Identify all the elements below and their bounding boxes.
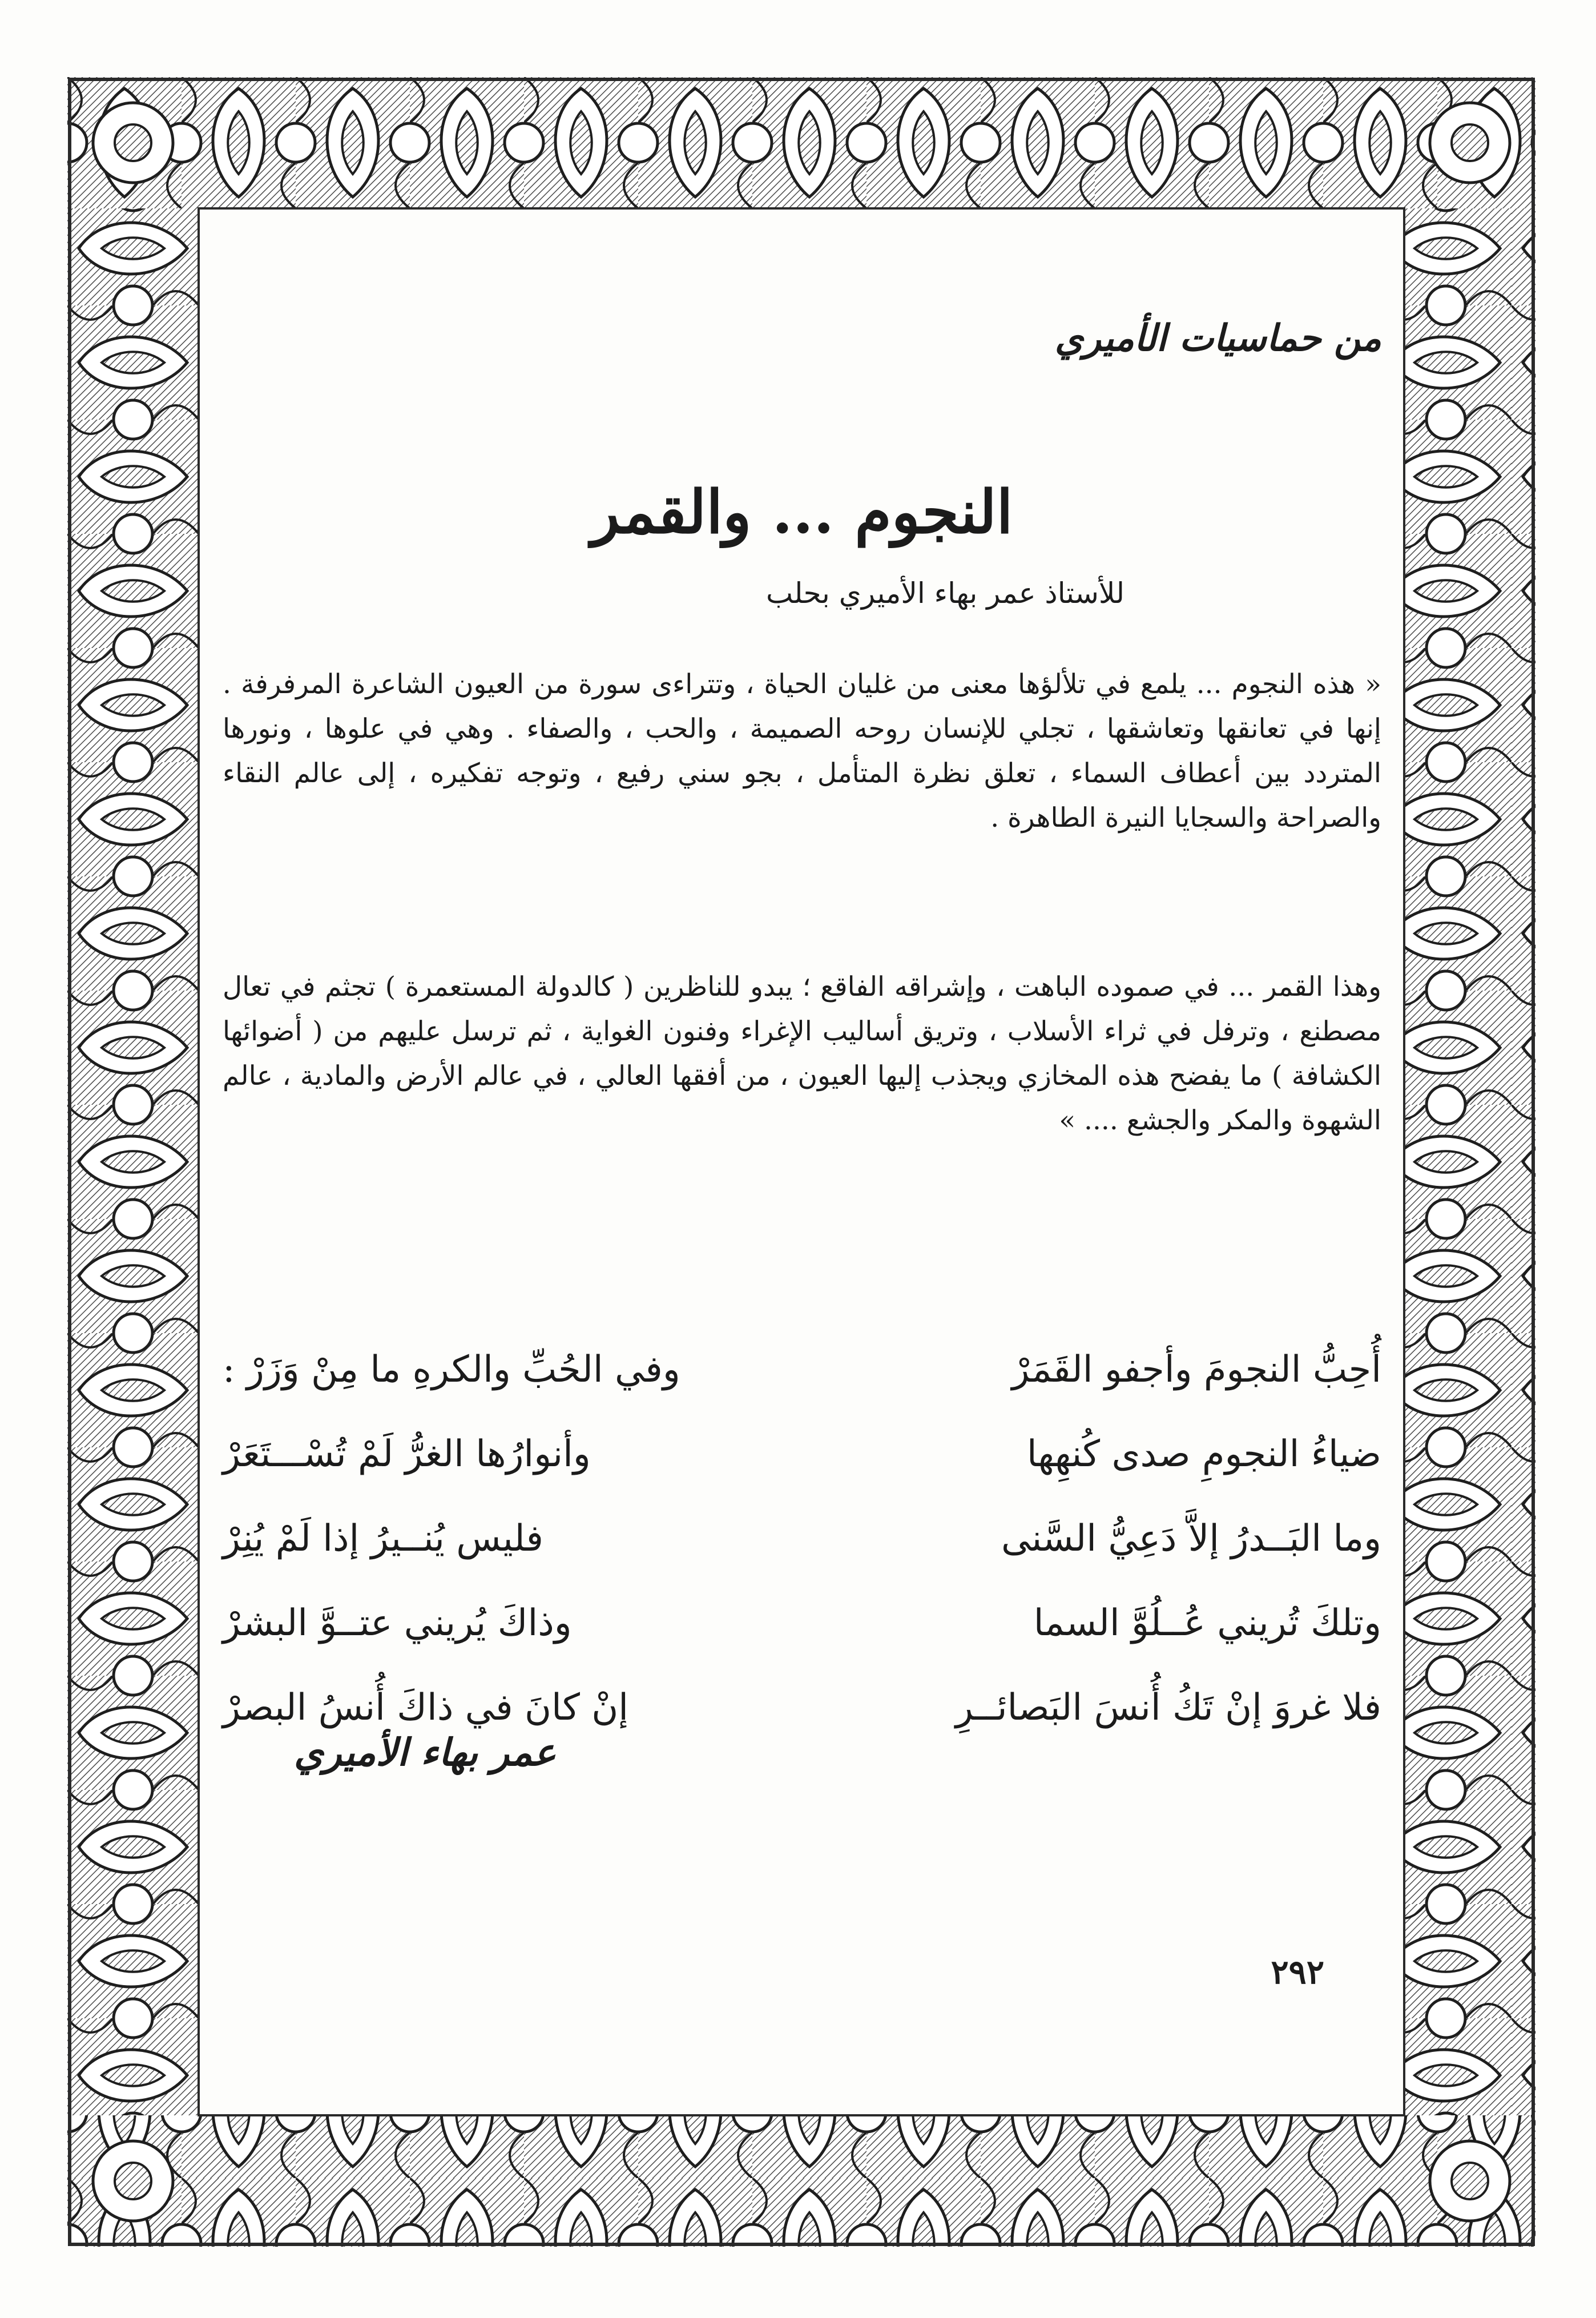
paragraph-text: « هذه النجوم ... يلمع في تلألؤها معنى من غليان الحياة ، وتتراءى سورة من العيون الشاعرة المرفرفة . إنها في تعانقها وتعاشقها ، تجلي للإنسان روحه الصميمة ، والحب ، والصفاء . وهي في علوها ، ونورها المتردد بين أعطاف السماء ، تعلق نظرة المتأمل ، بجو سني رفيع ، وتوجه تفكيره ، إلى عالم النقاء والصراحة والسجايا النيرة الطاهرة . bbox=[223, 669, 1381, 834]
author-line: للأستاذ عمر بهاء الأميري بحلب bbox=[765, 577, 1125, 610]
poem-verse bbox=[223, 1581, 1381, 1665]
page-number: ٢٩٢ bbox=[1271, 1953, 1324, 1991]
verse-first-hemistich: ضياءُ النجومِ صدى كُنهِها bbox=[1026, 1433, 1381, 1475]
poem bbox=[223, 1327, 1381, 1750]
verse-first-hemistich: فلا غروَ إنْ تَكُ أُنسَ البَصائــرِ bbox=[955, 1687, 1381, 1729]
poem-verse bbox=[223, 1327, 1381, 1412]
verse-second-hemistich: وذاكَ يُريني عتــوَّ البشرْ bbox=[223, 1602, 572, 1644]
poem-verse bbox=[223, 1496, 1381, 1581]
section-header: من حماسيات الأميري bbox=[1054, 317, 1381, 360]
verse-first-hemistich: وما البَــدرُ إلاَّ دَعِيُّ السَّنى bbox=[1001, 1518, 1381, 1560]
verse-first-hemistich: وتلكَ تُريني عُــلُوَّ السما bbox=[1033, 1602, 1381, 1644]
prose-paragraph-1 bbox=[223, 662, 1381, 840]
page-content bbox=[223, 223, 1381, 2090]
prose-paragraph-2 bbox=[223, 965, 1381, 1143]
poem-verse bbox=[223, 1412, 1381, 1496]
article-title: النجوم ... والقمر bbox=[591, 477, 1013, 547]
verse-second-hemistich: وأنوارُها الغرُّ لَمْ تُسْـــتَعَرْ bbox=[223, 1433, 591, 1475]
verse-first-hemistich: أُحِبُّ النجومَ وأجفو القَمَرْ bbox=[1011, 1349, 1381, 1391]
paragraph-text: وهذا القمر ... في صموده الباهت ، وإشراقه الفاقع ؛ يبدو للناظرين ( كالدولة المستعمرة ) تجثم في تعال مصطنع ، وترفل في ثراء الأسلاب ، وتريق أساليب الإغراء وفنون الغواية ، ثم ترسل عليهم من ( أضوائها الكشافة ) ما يفضح هذه المخازي ويجذب إليها العيون ، من أفقها العالي ، في عالم الأرض والمادية ، عالم الشهوة والمكر والجشع .... » bbox=[223, 971, 1381, 1136]
verse-second-hemistich: إنْ كانَ في ذاكَ أُنسُ البصرْ bbox=[223, 1687, 629, 1729]
verse-second-hemistich: وفي الحُبِّ والكرهِ ما مِنْ وَزَرْ : bbox=[223, 1349, 680, 1391]
verse-second-hemistich: فليس يُنــيرُ إذا لَمْ يُنِرْ bbox=[223, 1518, 543, 1560]
poet-signature: عمر بهاء الأميري bbox=[294, 1730, 557, 1774]
